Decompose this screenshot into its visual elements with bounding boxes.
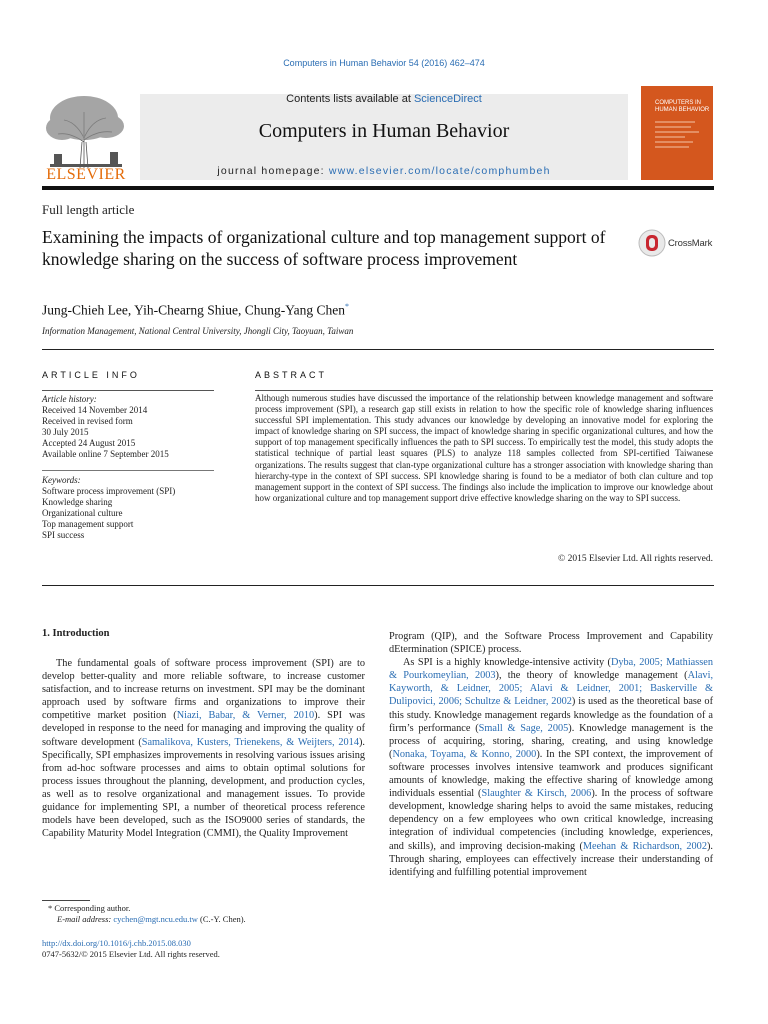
author-affiliation: Information Management, National Central University, Jhongli City, Taoyuan, Taiwan [42,326,354,336]
contents-line [140,93,628,105]
keyword-item: SPI success [42,530,85,540]
author-list [42,302,349,319]
abstract-divider [42,585,714,586]
issn-line: 0747-5632/© 2015 Elsevier Ltd. All rights reserved. [42,949,220,959]
body-text: ). In the process of software development, knowledge sharing helps to avoid the same mistakes, reducing dependency on a few employees who own critical knowledge, increasing integration of individual competencies (including knowledge, experiences, and skills), and improving decision-making ( [389,788,713,852]
history-item: Available online 7 September 2015 [42,449,169,459]
citation-link[interactable]: Small & Sage, 2005 [478,722,569,734]
article-info-rule [42,390,214,391]
keywords-label: Keywords: [42,475,81,485]
keywords-rule [42,470,214,471]
history-item: Accepted 24 August 2015 [42,438,136,448]
doi-link[interactable]: http://dx.doi.org/10.1016/j.chb.2015.08.030 [42,938,191,948]
cover-decoration [655,118,707,158]
body-text: The fundamental goals of software process improvement (SPI) are to develop better-quality and more reliable software, to increase customer satisfaction, and to increase returns on investment. SPI may be the dominant approach used by software firms and organizations to improve their competitive market position ( [42,658,365,722]
history-item: Received in revised form [42,416,133,426]
citation-link[interactable]: Nonaka, Toyama, & Konno, 2000 [392,748,537,760]
intro-paragraph-2 [389,656,713,879]
keyword-item: Knowledge sharing [42,497,113,507]
article-type: Full length article [42,202,135,217]
history-item: 30 July 2015 [42,427,89,437]
abstract-copyright: © 2015 Elsevier Ltd. All rights reserved. [558,554,713,564]
email-note [48,914,368,925]
history-item: Received 14 November 2014 [42,405,148,415]
keyword-item: Organizational culture [42,508,123,518]
crossmark-icon[interactable] [638,229,666,257]
citation-link[interactable]: Alavi, Kayworth, & Leidner, 2005; Alavi & Leidner, 2001; Baskerville & Dulipovici, 2006; Schultze & Leidner, 2002 [389,670,714,708]
contents-prefix: Contents lists available at [286,93,414,105]
journal-reference[interactable]: Computers in Human Behavior 54 (2016) 462–474 [283,58,485,68]
abstract-rule [255,390,713,391]
journal-homepage-link[interactable]: www.elsevier.com/locate/comphumbeh [328,165,551,177]
body-column-right [389,630,713,879]
footnote-text: Corresponding author. [54,903,131,913]
article-title: Examining the impacts of organizational culture and top management support of knowledge sharing on the success of software process improvement [42,227,606,269]
article-history [42,394,222,460]
abstract-heading: ABSTRACT [255,370,328,380]
crossmark-label[interactable]: CrossMark [668,238,713,249]
section-heading-introduction: 1. Introduction [42,628,110,639]
body-text: ) is used as the theoretical base of this study. Knowledge management regards knowledge as the foundation of a firm’s performance ( [389,696,713,734]
footnote-rule [42,900,90,901]
abstract-text: Although numerous studies have discussed the importance of the relationship between knowledge management and software process improvement (SPI), a research gap still exists in relation to how the specific role of knowledge sharing influences successful SPI implementation. This study advances our knowledge by developing an innovative model for exploring the impact of knowledge sharing on SPI success, the impact of knowledge sharing in specific organizational cultures, and how the support of top management specifically influences the path to SPI success. To empirically test the model, this study adopts the statistical technique of partial least squares (PLS) to analyze 118 samples collected from SPI-certified Taiwanese organizations. The results suggest that clan-type organizational culture has a stronger association with knowledge sharing than hierarchy-type in the context of SPI success. SPI knowledge sharing is found to be a mediator of both clan culture and top management support in the context of SPI success. The findings also include the implication to improve our knowledge about how organizational culture and top management support drive effective knowledge sharing on the way to SPI success. [255,393,713,503]
homepage-prefix: journal homepage: [217,165,329,177]
body-text: ), the theory of knowledge management ( [495,670,688,682]
sciencedirect-link[interactable]: ScienceDirect [413,93,482,105]
author-email-link[interactable]: cychen@mgt.ncu.edu.tw [113,914,198,924]
citation-link[interactable]: Niazi, Babar, & Verner, 2010 [176,710,315,722]
keyword-item: Software process improvement (SPI) [42,486,176,496]
body-text: ). Specifically, SPI emphasizes improvements in resolving various issues arising from ad-hoc software processes and aims to obtain optimal solutions for process issues throughout the planning, development, and production cycles, as well as to resolve organizational and management issues. To provide guidance for implementing SPI, a number of theoretical process reference models have been developed, such as the ISO9000 series of standards, the Capability Maturity Model Integration (CMMI), the Quality Improvement [42,736,365,840]
journal-homepage-line [140,165,628,177]
footnote [48,903,368,925]
citation-link[interactable]: Slaughter & Kirsch, 2006 [481,788,592,800]
bottom-info [42,938,362,960]
authors-text: Jung-Chieh Lee, Yih-Chearng Shiue, Chung-Yang Chen [42,302,345,318]
journal-title: Computers in Human Behavior [258,120,510,142]
header-rule [42,186,714,190]
citation-link[interactable]: Samalikova, Kusters, Trienekens, & Weijters, 2014 [141,736,359,748]
title-divider [42,349,714,350]
email-suffix: (C.-Y. Chen). [200,914,246,924]
keyword-item: Top management support [42,519,134,529]
footnote-mark: * [48,903,53,913]
intro-paragraph-continued: Program (QIP), and the Software Process Improvement and Capability dEtermination (SPICE) process. [389,631,713,656]
citation-link[interactable]: Dyba, 2005; Mathiassen & Pourkomeylian, 2003 [389,657,713,682]
cover-title: COMPUTERS IN HUMAN BEHAVIOR [655,100,710,113]
body-text: ). In the SPI context, the improvement of software processes involves intensive teamwork and produces significant amounts of knowledge, making the effective sharing of knowledge among individuals essential ( [389,748,713,800]
body-text: ). SPI was developed in response to the need for managing and improving the quality of software development ( [42,710,365,748]
article-info-heading: ARTICLE INFO [42,370,140,380]
intro-paragraph-1 [42,657,365,840]
publisher-wordmark: ELSEVIER [46,166,126,183]
body-text: As SPI is a highly knowledge-intensive activity ( [403,657,611,669]
email-label: E-mail address: [57,914,112,924]
body-text: ). Knowledge management is the process of acquiring, storing, sharing, creating, and using knowledge ( [389,722,713,760]
corresponding-author-mark[interactable]: * [344,302,349,311]
body-column-left [42,657,365,840]
citation-link[interactable]: Meehan & Richardson, 2002 [582,840,707,852]
keyword-list [42,475,222,541]
body-text: ). Through sharing, employees can effectively increase their understanding of identifying and fulfilling potential improvement [389,840,713,878]
corresponding-author-note [48,903,368,914]
history-label: Article history: [42,394,97,404]
